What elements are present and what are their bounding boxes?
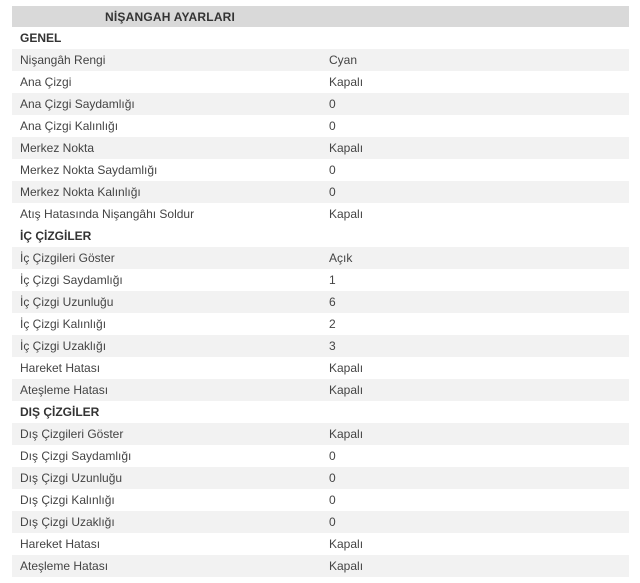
setting-value: 1	[329, 269, 629, 291]
setting-label: Atış Hatasında Nişangâhı Soldur	[12, 203, 329, 225]
setting-value: Kapalı	[329, 357, 629, 379]
setting-value: 0	[329, 445, 629, 467]
setting-label: Ateşleme Hatası	[12, 379, 329, 401]
table-row	[12, 49, 629, 71]
setting-value: 0	[329, 181, 629, 203]
table-row	[12, 511, 629, 533]
table-row	[12, 159, 629, 181]
setting-value: 0	[329, 467, 629, 489]
setting-label: Merkez Nokta Saydamlığı	[12, 159, 329, 181]
setting-value: 0	[329, 93, 629, 115]
table-row	[12, 357, 629, 379]
setting-value: Kapalı	[329, 137, 629, 159]
setting-label: Dış Çizgi Uzaklığı	[12, 511, 329, 533]
setting-value: 3	[329, 335, 629, 357]
section-header-row	[12, 401, 629, 423]
setting-value: Kapalı	[329, 555, 629, 577]
setting-value: Kapalı	[329, 533, 629, 555]
setting-label: İç Çizgileri Göster	[12, 247, 329, 269]
setting-label: Ana Çizgi Saydamlığı	[12, 93, 329, 115]
table-row	[12, 489, 629, 511]
section-header-row	[12, 27, 629, 49]
setting-label: Dış Çizgileri Göster	[12, 423, 329, 445]
setting-value: Kapalı	[329, 71, 629, 93]
settings-table-container	[12, 6, 629, 577]
setting-label: Dış Çizgi Saydamlığı	[12, 445, 329, 467]
setting-value: Kapalı	[329, 423, 629, 445]
table-row	[12, 269, 629, 291]
setting-value: 0	[329, 511, 629, 533]
setting-label: İç Çizgi Saydamlığı	[12, 269, 329, 291]
table-row	[12, 137, 629, 159]
table-row	[12, 555, 629, 577]
setting-label: Ateşleme Hatası	[12, 555, 329, 577]
setting-label: İç Çizgi Uzunluğu	[12, 291, 329, 313]
table-row	[12, 291, 629, 313]
setting-label: Merkez Nokta	[12, 137, 329, 159]
setting-label: İç Çizgi Kalınlığı	[12, 313, 329, 335]
setting-label: İç Çizgi Uzaklığı	[12, 335, 329, 357]
table-row	[12, 379, 629, 401]
setting-label: Merkez Nokta Kalınlığı	[12, 181, 329, 203]
setting-label: Hareket Hatası	[12, 533, 329, 555]
table-row	[12, 93, 629, 115]
setting-label: Hareket Hatası	[12, 357, 329, 379]
setting-value: 0	[329, 489, 629, 511]
setting-value: Açık	[329, 247, 629, 269]
table-row	[12, 115, 629, 137]
setting-label: Nişangâh Rengi	[12, 49, 329, 71]
setting-value: 0	[329, 115, 629, 137]
table-title: NİŞANGAH AYARLARI	[12, 6, 629, 27]
table-header-row	[12, 6, 629, 27]
section-heading: DIŞ ÇİZGİLER	[12, 401, 629, 423]
table-body	[12, 27, 629, 577]
setting-value: Kapalı	[329, 379, 629, 401]
setting-label: Ana Çizgi Kalınlığı	[12, 115, 329, 137]
table-row	[12, 247, 629, 269]
setting-label: Dış Çizgi Uzunluğu	[12, 467, 329, 489]
setting-value: 0	[329, 159, 629, 181]
table-row	[12, 313, 629, 335]
table-row	[12, 467, 629, 489]
table-row	[12, 335, 629, 357]
table-row	[12, 203, 629, 225]
section-header-row	[12, 225, 629, 247]
setting-label: Ana Çizgi	[12, 71, 329, 93]
setting-value: Cyan	[329, 49, 629, 71]
setting-value: 2	[329, 313, 629, 335]
setting-value: Kapalı	[329, 203, 629, 225]
setting-value: 6	[329, 291, 629, 313]
table-row	[12, 181, 629, 203]
table-row	[12, 533, 629, 555]
table-row	[12, 445, 629, 467]
table-row	[12, 71, 629, 93]
section-heading: GENEL	[12, 27, 629, 49]
section-heading: İÇ ÇİZGİLER	[12, 225, 629, 247]
crosshair-settings-table	[12, 6, 629, 577]
table-row	[12, 423, 629, 445]
setting-label: Dış Çizgi Kalınlığı	[12, 489, 329, 511]
